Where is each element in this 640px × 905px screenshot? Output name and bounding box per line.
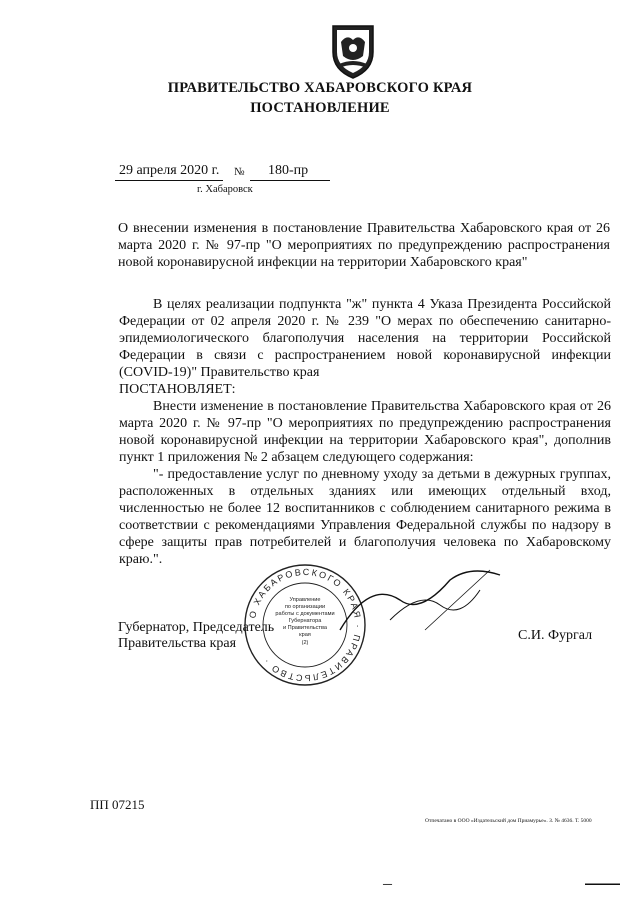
- scan-mark-left: ━━━: [383, 883, 393, 888]
- signatory-position-line1: Губернатор, Председатель: [118, 620, 275, 635]
- document-body: [119, 296, 611, 568]
- stamp-line: работы с документами: [275, 611, 335, 617]
- preamble-paragraph: В целях реализации подпункта "ж" пункта 4 Указа Президента Российской Федерации от 02 апреля 2020 г. № 239 "О мерах по обеспечению санитарно-эпидемиологического благополучия населения на территории Российской Федерации в связи с распространением новой коронавирусной инфекции (COVID-19)" Правительство края: [119, 297, 611, 380]
- resolves-heading: ПОСТАНОВЛЯЕТ:: [119, 382, 236, 397]
- stamp-line: Губернатора: [288, 618, 322, 624]
- action-paragraph: Внести изменение в постановление Правительства Хабаровского края от 26 марта 2020 г. № 97-пр "О мероприятиях по предупреждению распространения новой коронавирусной инфекции на территории Хабаровского края", дополнив пункт 1 приложения № 2 абзацем следующего содержания:: [119, 399, 611, 465]
- date-underline: [115, 180, 223, 181]
- document-code: ПП 07215: [90, 797, 145, 812]
- document-date: 29 апреля 2020 г.: [119, 163, 220, 178]
- document-type: ПОСТАНОВЛЕНИЕ: [250, 100, 390, 116]
- signatory-name: С.И. Фургал: [518, 628, 593, 643]
- document-city: г. Хабаровск: [197, 184, 253, 195]
- coat-of-arms-emblem: [327, 22, 379, 80]
- stamp-line: по организации: [284, 604, 326, 610]
- stamp-line: края: [299, 632, 311, 638]
- document-subject: О внесении изменения в постановление Правительства Хабаровского края от 26 марта 2020 г. № 97-пр "О мероприятиях по предупреждению распространения новой коронавирусной инфекции на территории Хабаровского края": [118, 221, 610, 270]
- organization-title: ПРАВИТЕЛЬСТВО ХАБАРОВСКОГО КРАЯ: [167, 80, 473, 96]
- scan-mark-right: ▬▬▬▬▬▬▬: [585, 882, 620, 887]
- handwritten-signature: [330, 560, 510, 640]
- stamp-line: и Правительства: [283, 625, 327, 631]
- number-underline: [250, 180, 330, 181]
- signatory-position-line2: Правительства края: [118, 636, 237, 651]
- stamp-ring-text: О ХАБАРОВСКОГО КРАЯ · ПРАВИТЕЛЬСТВО ·: [247, 566, 364, 684]
- number-label: №: [234, 166, 245, 178]
- print-imprint: Отпечатано в ООО «Издательский дом Приамурье». З. № 4636. Т. 5000: [425, 818, 592, 824]
- stamp-line: Управление: [289, 597, 321, 603]
- quoted-amendment: "- предоставление услуг по дневному уходу за детьми в дежурных группах, расположенных в отдельных зданиях или имеющих отдельный вход, численностью не более 12 воспитанников с соблюдением санитарного режима в соответствии с рекомендациями Управления Федеральной службы по надзору в сфере защиты прав потребителей и благополучия человека по Хабаровскому краю.".: [119, 467, 611, 567]
- stamp-line: (2): [301, 640, 309, 646]
- document-number: 180-пр: [268, 163, 309, 178]
